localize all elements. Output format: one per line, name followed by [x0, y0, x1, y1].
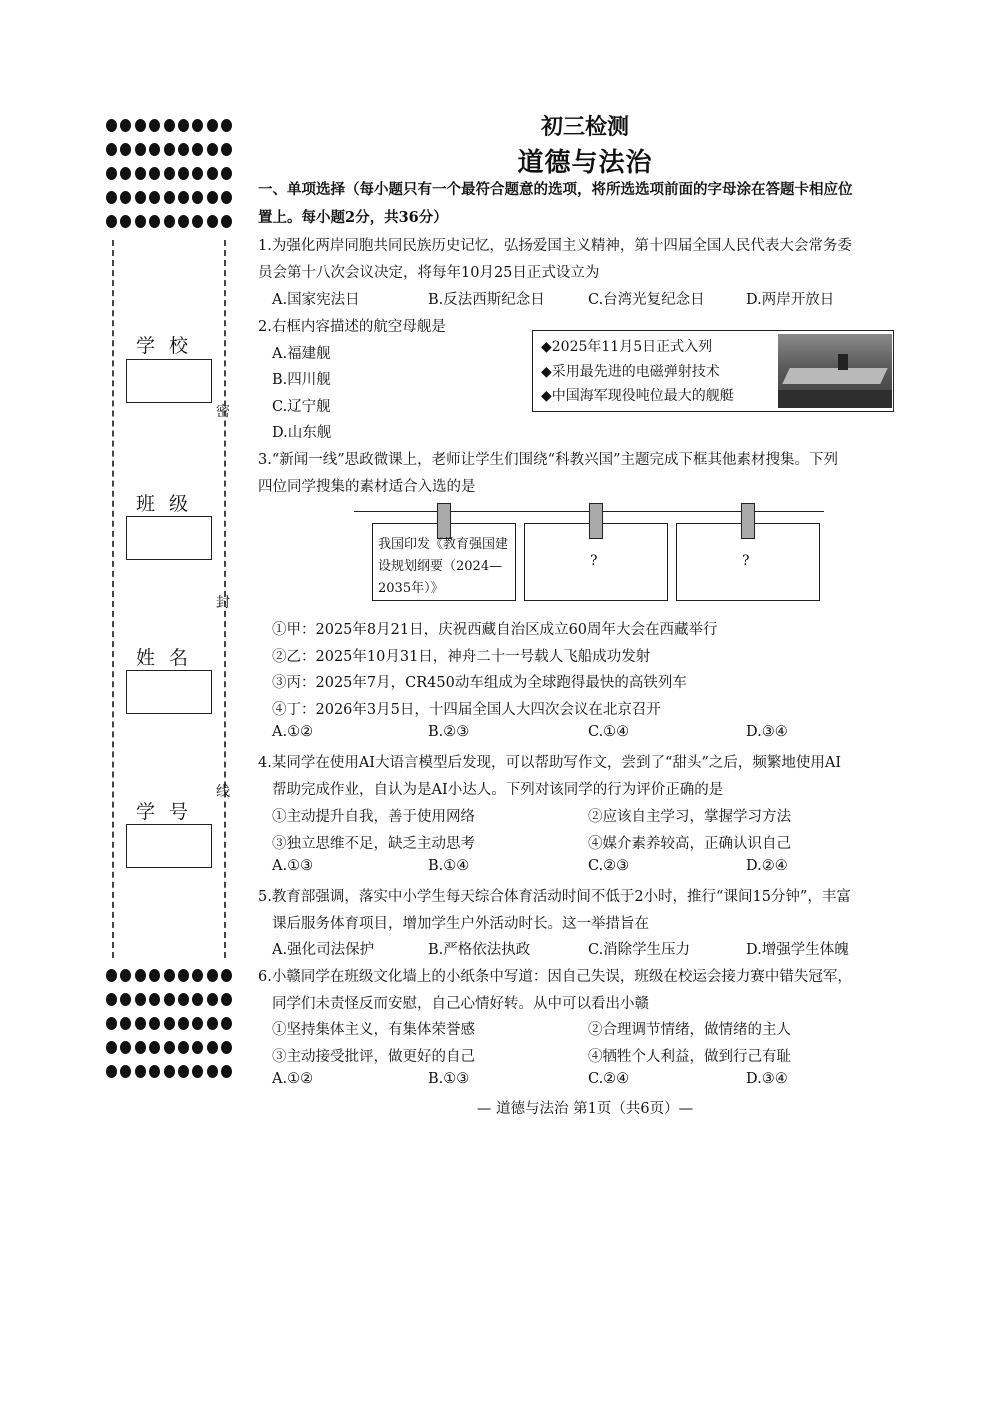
q6-statement-1: ①坚持集体主义，有集体荣誉感: [272, 1022, 475, 1038]
seal-char-xian: 线: [216, 784, 230, 800]
q2-info-item: ◆采用最先进的电磁弹射技术: [541, 364, 720, 380]
q4-statement-4: ④媒介素养较高，正确认识自己: [588, 836, 791, 852]
class-box[interactable]: [126, 516, 212, 560]
section-heading-line1: 一、单项选择（每小题只有一个最符合题意的选项，将所选选项前面的字母涂在答题卡相应位: [258, 181, 853, 198]
q4-option-c: C.②③: [588, 858, 630, 874]
q4-stem-line2: 帮助完成作业，自认为是AI小达人。下列对该同学的行为评价正确的是: [272, 782, 724, 798]
subject-title: 道德与法治: [517, 148, 653, 178]
material-card-3-text: ?: [742, 553, 750, 569]
q5-option-b: B.严格依法执政: [428, 942, 531, 958]
student-id-box[interactable]: [126, 824, 212, 868]
q5-option-a: A.强化司法保护: [272, 942, 375, 958]
q2-info-item: ◆中国海军现役吨位最大的舰艇: [541, 388, 734, 404]
name-box[interactable]: [126, 670, 212, 714]
exam-title: 初三检测: [540, 114, 629, 140]
dot-band-bottom: [106, 963, 232, 1083]
q1-stem-line2: 员会第十八次会议决定，将每年10月25日正式设立为: [258, 265, 600, 281]
q4-statement-2: ②应该自主学习，掌握学习方法: [588, 809, 791, 825]
q6-statement-4: ④牺牲个人利益，做到行己有耻: [588, 1049, 791, 1065]
q2-option-d: D.山东舰: [272, 425, 332, 441]
q1-stem-line1: 1.为强化两岸同胞共同民族历史记忆，弘扬爱国主义精神，第十四届全国人民代表大会常务委: [258, 238, 852, 254]
q2-stem: 2.右框内容描述的航空母舰是: [258, 319, 446, 335]
q3-statement-3: ③丙：2025年7月，CR450动车组成为全球跑得最快的高铁列车: [272, 675, 687, 691]
q2-option-b: B.四川舰: [272, 372, 331, 388]
q5-stem-line2: 课后服务体育项目，增加学生户外活动时长。这一举措旨在: [272, 916, 649, 932]
seal-char-feng: 封: [216, 595, 230, 611]
q6-stem-line2: 同学们未责怪反而安慰，自己心情好转。从中可以看出小赣: [272, 996, 649, 1012]
seal-char-mi: 密: [216, 404, 230, 420]
q3-option-b: B.②③: [428, 724, 470, 740]
school-box[interactable]: [126, 359, 212, 403]
q4-stem-line1: 4.某同学在使用AI大语言模型后发现，可以帮助写作文，尝到了“甜头”之后，频繁地使用AI: [258, 755, 842, 771]
q5-option-c: C.消除学生压力: [588, 942, 691, 958]
material-card-2-text: ?: [590, 553, 598, 569]
q3-statement-4: ④丁：2026年3月5日，十四届全国人大四次会议在北京召开: [272, 702, 661, 718]
school-label: 学校: [135, 335, 202, 357]
q4-option-b: B.①④: [428, 858, 470, 874]
q3-option-d: D.③④: [746, 724, 788, 740]
q3-statement-1: ①甲：2025年8月21日，庆祝西藏自治区成立60周年大会在西藏举行: [272, 622, 718, 638]
q4-option-d: D.②④: [746, 858, 788, 874]
q3-stem-line2: 四位同学搜集的素材适合入选的是: [258, 479, 476, 495]
q2-info-item: ◆2025年11月5日正式入列: [541, 339, 713, 355]
clip-icon: [741, 503, 755, 539]
q1-option-d: D.两岸开放日: [746, 292, 835, 308]
q6-option-b: B.①③: [428, 1071, 470, 1087]
q3-option-c: C.①④: [588, 724, 630, 740]
q3-option-a: A.①②: [272, 724, 314, 740]
clip-icon: [589, 503, 603, 539]
q3-stem-line1: 3.“新闻一线”思政微课上，老师让学生们围绕“科教兴国”主题完成下框其他素材搜集。下列: [258, 452, 838, 468]
class-label: 班级: [135, 493, 202, 515]
q1-option-c: C.台湾光复纪念日: [588, 292, 705, 308]
q5-stem-line1: 5.教育部强调，落实中小学生每天综合体育活动时间不低于2小时，推行“课间15分钟”，丰富: [258, 889, 851, 905]
aircraft-carrier-photo: [778, 334, 892, 408]
material-card-1-text: 我国印发《教育强国建设规划纲要（2024—2035年）》: [378, 537, 509, 596]
q4-statement-3: ③独立思维不足，缺乏主动思考: [272, 836, 475, 852]
q5-option-d: D.增强学生体魄: [746, 942, 849, 958]
q3-statement-2: ②乙：2025年10月31日，神舟二十一号载人飞船成功发射: [272, 649, 651, 665]
section-heading-line2: 置上。每小题2分，共36分）: [258, 209, 448, 226]
q2-option-a: A.福建舰: [272, 346, 331, 362]
binding-line-left: [112, 240, 114, 958]
q4-option-a: A.①③: [272, 858, 314, 874]
q6-option-c: C.②④: [588, 1071, 630, 1087]
name-label: 姓名: [135, 647, 202, 669]
q6-stem-line1: 6.小赣同学在班级文化墙上的小纸条中写道：因自己失误，班级在校运会接力赛中错失冠军，: [258, 969, 852, 985]
q1-option-a: A.国家宪法日: [272, 292, 360, 308]
q1-option-b: B.反法西斯纪念日: [428, 292, 545, 308]
q6-option-d: D.③④: [746, 1071, 788, 1087]
page-footer: — 道德与法治 第1页（共6页）—: [476, 1101, 694, 1117]
student-id-label: 学号: [135, 801, 202, 823]
q6-statement-2: ②合理调节情绪，做情绪的主人: [588, 1022, 791, 1038]
q2-option-c: C.辽宁舰: [272, 399, 331, 415]
dot-band-top: [106, 113, 232, 233]
q6-option-a: A.①②: [272, 1071, 314, 1087]
q6-statement-3: ③主动接受批评，做更好的自己: [272, 1049, 475, 1065]
q4-statement-1: ①主动提升自我，善于使用网络: [272, 809, 475, 825]
